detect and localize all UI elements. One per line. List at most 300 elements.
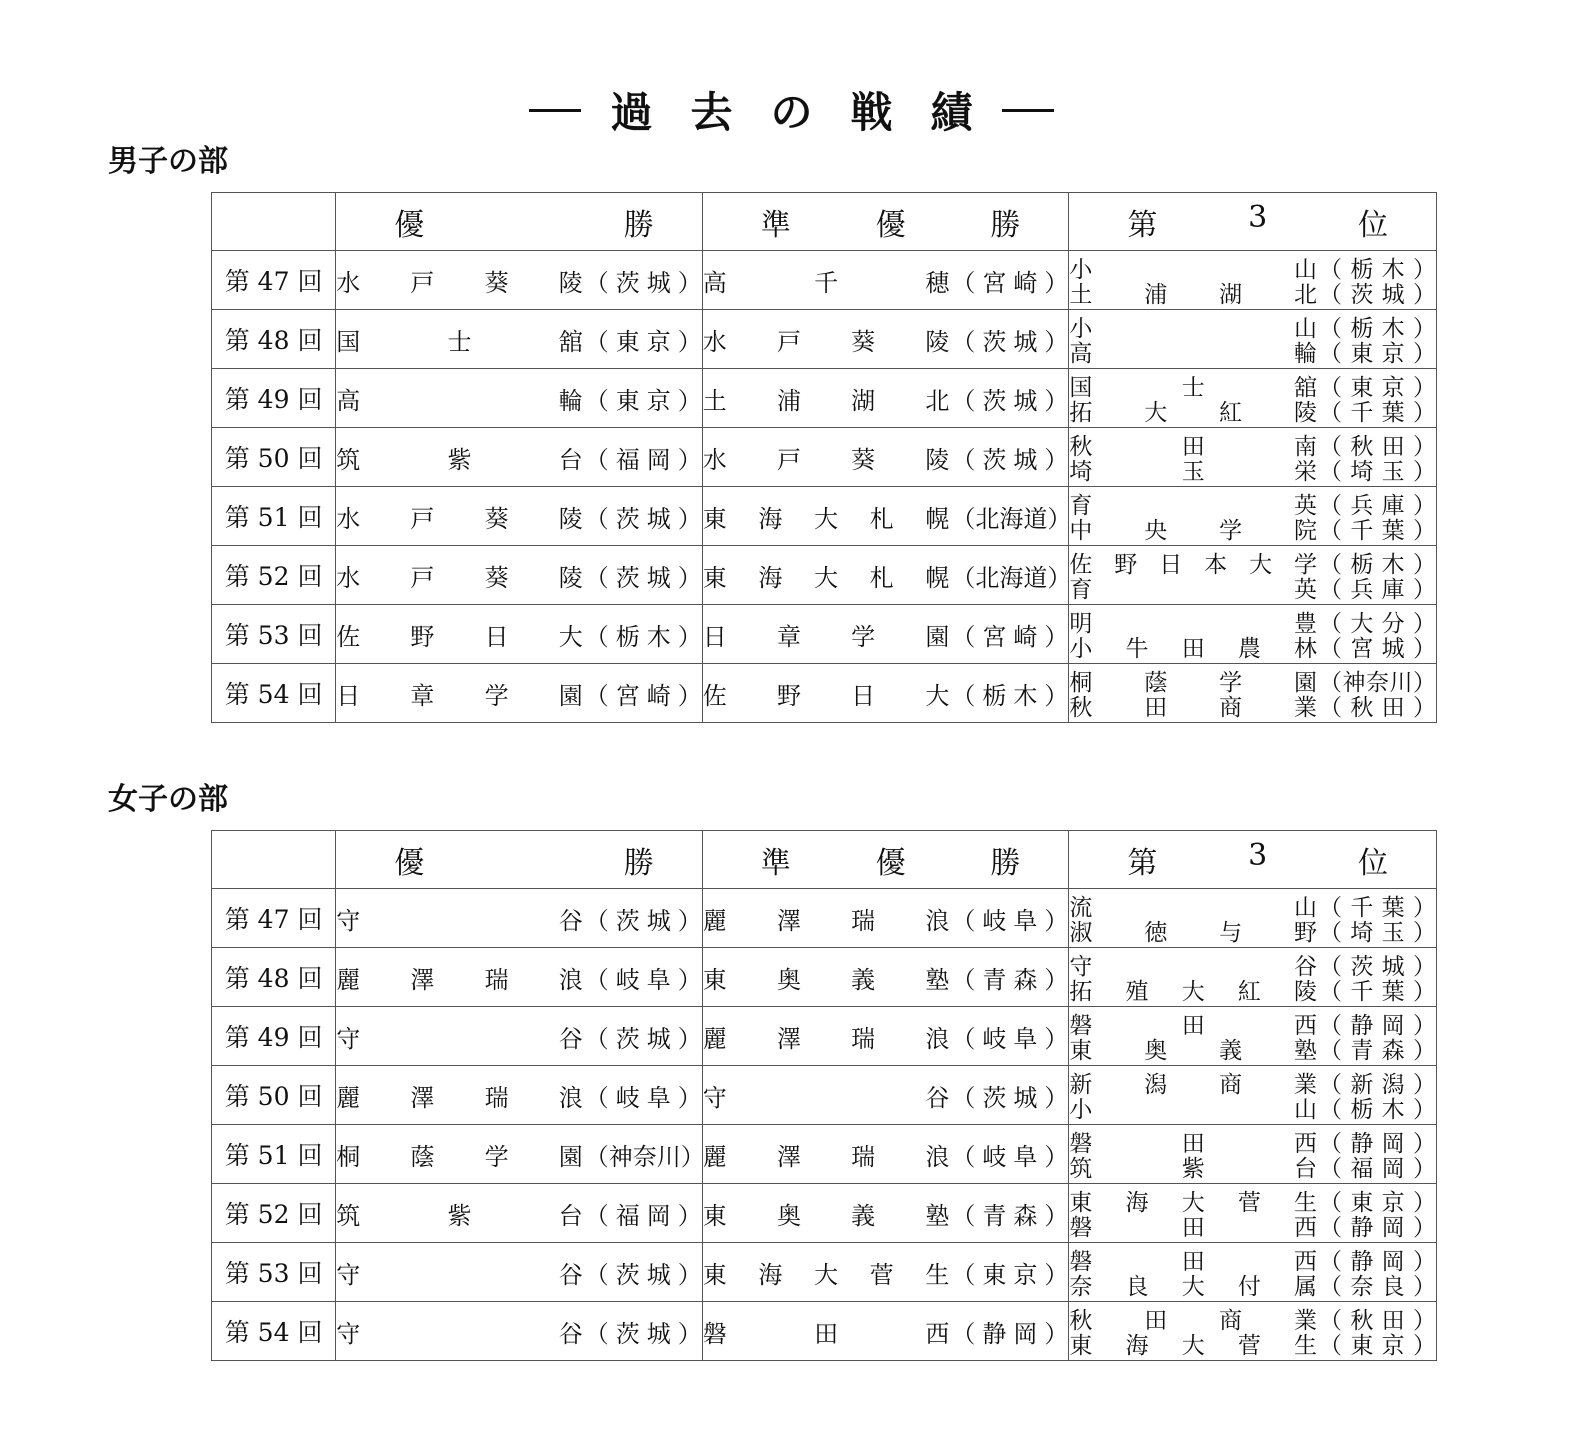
- paren-close: ）: [677, 504, 702, 533]
- school-name-char: 大: [814, 1260, 839, 1289]
- school-name-char: 澤: [776, 906, 801, 935]
- prefecture-char: 岡: [1381, 1013, 1405, 1039]
- header-runner-up-word: 準: [760, 207, 791, 243]
- school-name-char: 大: [814, 563, 839, 592]
- result-row: [212, 1243, 1437, 1302]
- paren-close: ）: [1412, 636, 1436, 662]
- prefecture-char: 玉: [1381, 459, 1405, 485]
- paren-open: （: [1319, 577, 1342, 603]
- prefecture-char: 東: [1350, 375, 1374, 401]
- school-name: [703, 381, 950, 416]
- prefecture-char: 神: [608, 1142, 633, 1171]
- school-name-char: 秋: [1069, 695, 1093, 721]
- prefecture-char: 京: [1381, 1190, 1405, 1216]
- school-name-char: 高: [336, 386, 361, 415]
- paren-open: （: [1319, 1333, 1342, 1359]
- header-runner-up-word: 勝: [990, 207, 1021, 243]
- prefecture-char: 宮: [1350, 636, 1374, 662]
- header-third: [1069, 193, 1437, 251]
- school-name-char: 浪: [558, 965, 583, 994]
- winner-cell: [336, 1066, 703, 1125]
- paren-close: ）: [1412, 434, 1436, 460]
- school-name-char: 海: [758, 504, 783, 533]
- prefecture-char: 森: [1381, 1038, 1405, 1064]
- prefecture-char: 東: [982, 1260, 1007, 1289]
- school-name: [703, 499, 950, 534]
- school-name: [703, 1196, 950, 1231]
- prefecture: [585, 558, 702, 593]
- school-name-char: 札: [869, 504, 894, 533]
- school-name-char: 守: [336, 1319, 361, 1348]
- paren-close: ）: [1047, 563, 1072, 592]
- prefecture-char: 城: [646, 504, 671, 533]
- school-name: [1069, 453, 1317, 486]
- paren-open: （: [1319, 1013, 1342, 1039]
- school-name: [336, 1196, 583, 1231]
- paren-open: （: [1319, 1215, 1342, 1241]
- prefecture: [1319, 689, 1436, 722]
- school-name-char: 牛: [1125, 636, 1149, 662]
- paren-open: （: [1319, 954, 1342, 980]
- prefecture-char: 埼: [1350, 920, 1374, 946]
- paren-close: ）: [1044, 1201, 1069, 1230]
- school-name-char: 麗: [336, 1083, 361, 1112]
- school-name: [1069, 973, 1317, 1006]
- school-entry: [1069, 1213, 1436, 1241]
- school-name-char: 商: [1219, 1308, 1243, 1334]
- section-title-girls: 女子の部: [108, 782, 228, 817]
- school-entry: [703, 1244, 1069, 1301]
- prefecture-char: 茨: [615, 1319, 640, 1348]
- header-third-word: 位: [1358, 207, 1388, 243]
- prefecture-char: 茨: [615, 1024, 640, 1053]
- school-name-char: 小: [1069, 1097, 1093, 1123]
- paren-close: ）: [1412, 611, 1436, 637]
- school-name: [703, 901, 950, 936]
- school-entry: [336, 890, 702, 947]
- school-name-char: 流: [1069, 895, 1093, 921]
- school-name-char: 玉: [1181, 459, 1205, 485]
- prefecture-char: 庫: [1381, 493, 1405, 519]
- prefecture-char: 岐: [982, 906, 1007, 935]
- school-name-char: 生: [1294, 1333, 1317, 1359]
- prefecture-char: 岐: [982, 1142, 1007, 1171]
- prefecture-char: 京: [1381, 375, 1405, 401]
- round-number: 第 54 回: [212, 664, 336, 723]
- school-name-char: 戸: [410, 268, 435, 297]
- school-entry: [336, 1008, 702, 1065]
- paren-open: （: [1319, 518, 1342, 544]
- school-name: [336, 499, 583, 534]
- school-name-char: 磐: [1069, 1131, 1093, 1157]
- round-number: 第 51 回: [212, 487, 336, 546]
- prefecture: [1319, 914, 1436, 947]
- school-name-char: 湖: [1219, 282, 1243, 308]
- school-name-char: 葵: [484, 504, 509, 533]
- prefecture-char: 奈: [1366, 670, 1389, 696]
- prefecture-char: 茨: [982, 386, 1007, 415]
- runner-up-cell: [702, 605, 1069, 664]
- school-name-char: 陵: [558, 563, 583, 592]
- prefecture-char: 城: [1013, 386, 1038, 415]
- school-name-char: 山: [1294, 895, 1317, 921]
- school-name-char: 佐: [702, 681, 727, 710]
- prefecture: [585, 381, 702, 416]
- paren-close: ）: [1412, 1215, 1436, 1241]
- prefecture-char: 阜: [1013, 906, 1038, 935]
- runner-up-cell: [702, 428, 1069, 487]
- paren-open: （: [584, 965, 609, 994]
- winner-cell: [336, 605, 703, 664]
- paren-close: ）: [1044, 1142, 1069, 1171]
- school-name-char: 菅: [1237, 1333, 1261, 1359]
- round-number: 第 49 回: [212, 1007, 336, 1066]
- paren-open: （: [1319, 1190, 1342, 1216]
- prefecture-char: 京: [1013, 1260, 1038, 1289]
- school-name-char: 東: [702, 1260, 727, 1289]
- school-name-char: 筑: [336, 1201, 361, 1230]
- paren-open: （: [584, 386, 609, 415]
- school-name-char: 西: [925, 1319, 950, 1348]
- school-name-char: 守: [336, 1260, 361, 1289]
- prefecture: [951, 617, 1068, 652]
- header-row: [212, 193, 1437, 251]
- header-champion-word: 優: [394, 845, 425, 881]
- school-name-char: 園: [558, 1142, 583, 1171]
- school-name-char: 野: [1294, 920, 1317, 946]
- school-name-char: 日: [1159, 552, 1183, 578]
- paren-close: ）: [1412, 1308, 1436, 1334]
- school-name-char: 章: [776, 622, 801, 651]
- school-entry: [336, 252, 702, 309]
- prefecture-char: 京: [1381, 1333, 1405, 1359]
- paren-open: （: [1319, 257, 1342, 283]
- school-name-char: 菅: [1237, 1190, 1261, 1216]
- prefecture-char: 城: [1013, 1083, 1038, 1112]
- paren-open: （: [951, 1083, 976, 1112]
- paren-close: ）: [1413, 670, 1436, 696]
- paren-open: （: [1319, 434, 1342, 460]
- title-char: 過: [610, 88, 653, 137]
- school-name: [703, 960, 950, 995]
- prefecture-char: 阜: [1013, 1024, 1038, 1053]
- school-name-char: 生: [1294, 1190, 1317, 1216]
- round-number: 第 48 回: [212, 948, 336, 1007]
- header-runner-up: [702, 831, 1069, 889]
- paren-close: ）: [1412, 1131, 1436, 1157]
- school-name-char: 大: [925, 681, 950, 710]
- prefecture-char: 千: [1350, 518, 1374, 544]
- school-name-char: 瑞: [484, 1083, 509, 1112]
- school-name-char: 明: [1069, 611, 1093, 637]
- prefecture-char: 城: [646, 268, 671, 297]
- school-name-char: 澤: [410, 965, 435, 994]
- paren-open: （: [1319, 1072, 1342, 1098]
- school-name-char: 院: [1294, 518, 1317, 544]
- paren-close: ）: [677, 268, 702, 297]
- school-entry: [1069, 516, 1436, 544]
- prefecture-char: 城: [646, 1260, 671, 1289]
- paren-open: （: [951, 965, 976, 994]
- paren-close: ）: [1044, 386, 1069, 415]
- prefecture-char: 東: [615, 386, 640, 415]
- school-name-char: 国: [1069, 375, 1093, 401]
- prefecture-char: 静: [1350, 1013, 1374, 1039]
- winner-cell: [336, 889, 703, 948]
- school-name-char: 学: [1293, 552, 1317, 578]
- paren-close: ）: [1044, 906, 1069, 935]
- school-name-char: 林: [1294, 636, 1317, 662]
- paren-close: ）: [1044, 681, 1069, 710]
- prefecture-char: 城: [1381, 636, 1405, 662]
- round-number: 第 50 回: [212, 1066, 336, 1125]
- prefecture-char: 茨: [615, 906, 640, 935]
- results-table-boys: [211, 192, 1437, 723]
- school-name-char: 舘: [558, 327, 583, 356]
- school-name-char: 輪: [558, 386, 583, 415]
- school-name-char: 瑞: [484, 965, 509, 994]
- prefecture-char: 茨: [615, 563, 640, 592]
- prefecture-char: 森: [1013, 965, 1038, 994]
- prefecture: [585, 1019, 702, 1054]
- paren-open: （: [1319, 1097, 1342, 1123]
- school-name-char: 海: [758, 563, 783, 592]
- school-name-char: 澤: [776, 1142, 801, 1171]
- paren-open: （: [584, 1260, 609, 1289]
- prefecture-char: 栃: [615, 622, 640, 651]
- school-name-char: 田: [1181, 1013, 1205, 1039]
- school-name-char: 水: [336, 268, 361, 297]
- prefecture-char: 宮: [615, 681, 640, 710]
- school-name-char: 幌: [925, 563, 950, 592]
- round-number: 第 52 回: [212, 1184, 336, 1243]
- school-name-char: 豊: [1294, 611, 1317, 637]
- school-entry: [703, 252, 1069, 309]
- paren-close: ）: [677, 965, 702, 994]
- school-entry: [336, 1303, 702, 1360]
- school-name-char: 日: [851, 681, 876, 710]
- prefecture-char: 茨: [982, 327, 1007, 356]
- result-row: [212, 369, 1437, 428]
- paren-close: ）: [1412, 1097, 1436, 1123]
- paren-open: （: [584, 327, 609, 356]
- prefecture-char: 岐: [982, 1024, 1007, 1053]
- school-name-char: 野: [410, 622, 435, 651]
- header-third-label: [1069, 838, 1436, 882]
- paren-open: （: [1319, 493, 1342, 519]
- prefecture-char: 岡: [1381, 1249, 1405, 1275]
- result-row: [212, 1066, 1437, 1125]
- school-name-char: 士: [1181, 375, 1205, 401]
- school-name-char: 日: [484, 622, 509, 651]
- runner-up-cell: [702, 1302, 1069, 1361]
- prefecture: [1319, 453, 1436, 486]
- third-place-cell: [1069, 369, 1437, 428]
- school-name-char: 徳: [1144, 920, 1168, 946]
- prefecture-char: 栃: [1350, 552, 1374, 578]
- prefecture-char: 埼: [1350, 459, 1374, 485]
- school-name: [336, 901, 583, 936]
- school-name-char: 磐: [1069, 1215, 1093, 1241]
- school-name-char: 大: [558, 622, 583, 651]
- school-name: [1069, 1327, 1317, 1360]
- school-name: [703, 1137, 950, 1172]
- paren-close: ）: [1412, 1333, 1436, 1359]
- paren-open: （: [584, 1024, 609, 1053]
- header-champion: [336, 193, 703, 251]
- school-entry: [703, 1126, 1069, 1183]
- school-name-char: 東: [1069, 1038, 1093, 1064]
- prefecture-char: 阜: [646, 965, 671, 994]
- prefecture-char: 静: [1350, 1131, 1374, 1157]
- third-place-cell: [1069, 251, 1437, 310]
- paren-open: （: [951, 1142, 976, 1171]
- prefecture-char: 茨: [1350, 282, 1374, 308]
- school-name-char: 新: [1069, 1072, 1093, 1098]
- school-name-char: 海: [758, 1260, 783, 1289]
- school-name-char: 湖: [851, 386, 876, 415]
- paren-close: ）: [1047, 504, 1072, 533]
- paren-open: （: [951, 681, 976, 710]
- paren-close: ）: [1412, 459, 1436, 485]
- school-name-char: 浦: [1144, 282, 1168, 308]
- prefecture-char: 田: [1381, 1308, 1405, 1334]
- school-name-char: 大: [814, 504, 839, 533]
- school-name-char: 葵: [484, 268, 509, 297]
- school-name-char: 小: [1069, 257, 1093, 283]
- paren-close: ）: [1044, 1024, 1069, 1053]
- school-name-char: 瑞: [851, 906, 876, 935]
- school-entry: [336, 1244, 702, 1301]
- round-number: 第 52 回: [212, 546, 336, 605]
- school-name-char: 小: [1069, 636, 1093, 662]
- school-name-char: 本: [1204, 552, 1228, 578]
- paren-open: （: [1319, 695, 1342, 721]
- prefecture: [585, 263, 702, 298]
- prefecture-char: 栃: [982, 681, 1007, 710]
- prefecture-char: 千: [1350, 400, 1374, 426]
- school-name-char: 付: [1237, 1274, 1261, 1300]
- prefecture-char: 栃: [1350, 316, 1374, 342]
- paren-close: ）: [1044, 327, 1069, 356]
- prefecture-char: 青: [1350, 1038, 1374, 1064]
- prefecture-char: 岡: [1381, 1131, 1405, 1157]
- school-name-char: 戸: [776, 327, 801, 356]
- school-name-char: 日: [336, 681, 361, 710]
- paren-close: ）: [1412, 1249, 1436, 1275]
- school-name-char: 水: [702, 327, 727, 356]
- school-name: [1069, 630, 1317, 663]
- result-row: [212, 546, 1437, 605]
- paren-open: （: [951, 445, 976, 474]
- school-name-char: 農: [1237, 636, 1261, 662]
- paren-open: （: [1319, 1038, 1342, 1064]
- prefecture-char: 静: [982, 1319, 1007, 1348]
- runner-up-cell: [702, 948, 1069, 1007]
- results-table-girls: [211, 830, 1437, 1361]
- school-name: [703, 617, 950, 652]
- prefecture-char: 京: [646, 327, 671, 356]
- prefecture-char: 東: [615, 327, 640, 356]
- prefecture: [585, 440, 702, 475]
- prefecture: [1319, 276, 1436, 309]
- third-place-cell: [1069, 1243, 1437, 1302]
- school-name-char: 東: [702, 1201, 727, 1230]
- paren-open: （: [951, 622, 976, 651]
- paren-open: （: [1319, 375, 1342, 401]
- prefecture-char: 木: [1381, 552, 1405, 578]
- school-name-char: 磐: [1069, 1013, 1093, 1039]
- result-row: [212, 251, 1437, 310]
- school-name-char: 澤: [410, 1083, 435, 1112]
- school-name-char: 北: [925, 386, 950, 415]
- school-name-char: 士: [447, 327, 472, 356]
- prefecture: [951, 558, 1072, 593]
- school-entry: [336, 1185, 702, 1242]
- paren-open: （: [584, 622, 609, 651]
- paren-open: （: [951, 268, 976, 297]
- paren-open: （: [584, 1201, 609, 1230]
- school-entry: [703, 1303, 1069, 1360]
- winner-cell: [336, 1243, 703, 1302]
- prefecture-char: 葉: [1381, 400, 1405, 426]
- school-name-char: 大: [1181, 1190, 1205, 1216]
- school-name-char: 水: [336, 563, 361, 592]
- third-place-cell: [1069, 664, 1437, 723]
- school-name-char: 蔭: [410, 1142, 435, 1171]
- school-name-char: 義: [851, 1201, 876, 1230]
- school-name: [703, 1314, 950, 1349]
- title-dash-right: [1002, 109, 1054, 112]
- prefecture-char: 森: [1013, 1201, 1038, 1230]
- runner-up-cell: [702, 369, 1069, 428]
- school-name-char: 西: [1294, 1249, 1317, 1275]
- school-entry: [336, 311, 702, 368]
- school-name-char: 園: [1294, 670, 1317, 696]
- school-name-char: 紫: [1181, 1156, 1205, 1182]
- school-name: [336, 1314, 583, 1349]
- school-name: [1069, 571, 1317, 604]
- paren-open: （: [951, 386, 976, 415]
- school-name-char: 章: [410, 681, 435, 710]
- header-runner-up-word: 優: [875, 207, 906, 243]
- prefecture-char: 阜: [1013, 1142, 1038, 1171]
- school-name-char: 田: [1181, 434, 1205, 460]
- round-number: 第 51 回: [212, 1125, 336, 1184]
- result-row: [212, 605, 1437, 664]
- school-name-char: 学: [484, 681, 509, 710]
- prefecture: [1319, 571, 1436, 604]
- paren-open: （: [951, 1319, 976, 1348]
- prefecture-char: 崎: [1013, 622, 1038, 651]
- paren-close: ）: [677, 563, 702, 592]
- header-third-word: 3: [1248, 199, 1268, 235]
- school-name: [336, 263, 583, 298]
- runner-up-cell: [702, 1066, 1069, 1125]
- title-dash-left: [529, 109, 581, 112]
- header-row: [212, 831, 1437, 889]
- school-name: [336, 1078, 583, 1113]
- paren-close: ）: [1044, 965, 1069, 994]
- school-name-char: 葵: [851, 327, 876, 356]
- prefecture-char: 北: [975, 504, 1000, 533]
- school-name-char: 磐: [1069, 1249, 1093, 1275]
- prefecture-char: 静: [1350, 1249, 1374, 1275]
- school-entry: [1069, 457, 1436, 485]
- school-entry: [1069, 1272, 1436, 1300]
- school-entry: [336, 665, 702, 722]
- school-name-char: 奥: [776, 1201, 801, 1230]
